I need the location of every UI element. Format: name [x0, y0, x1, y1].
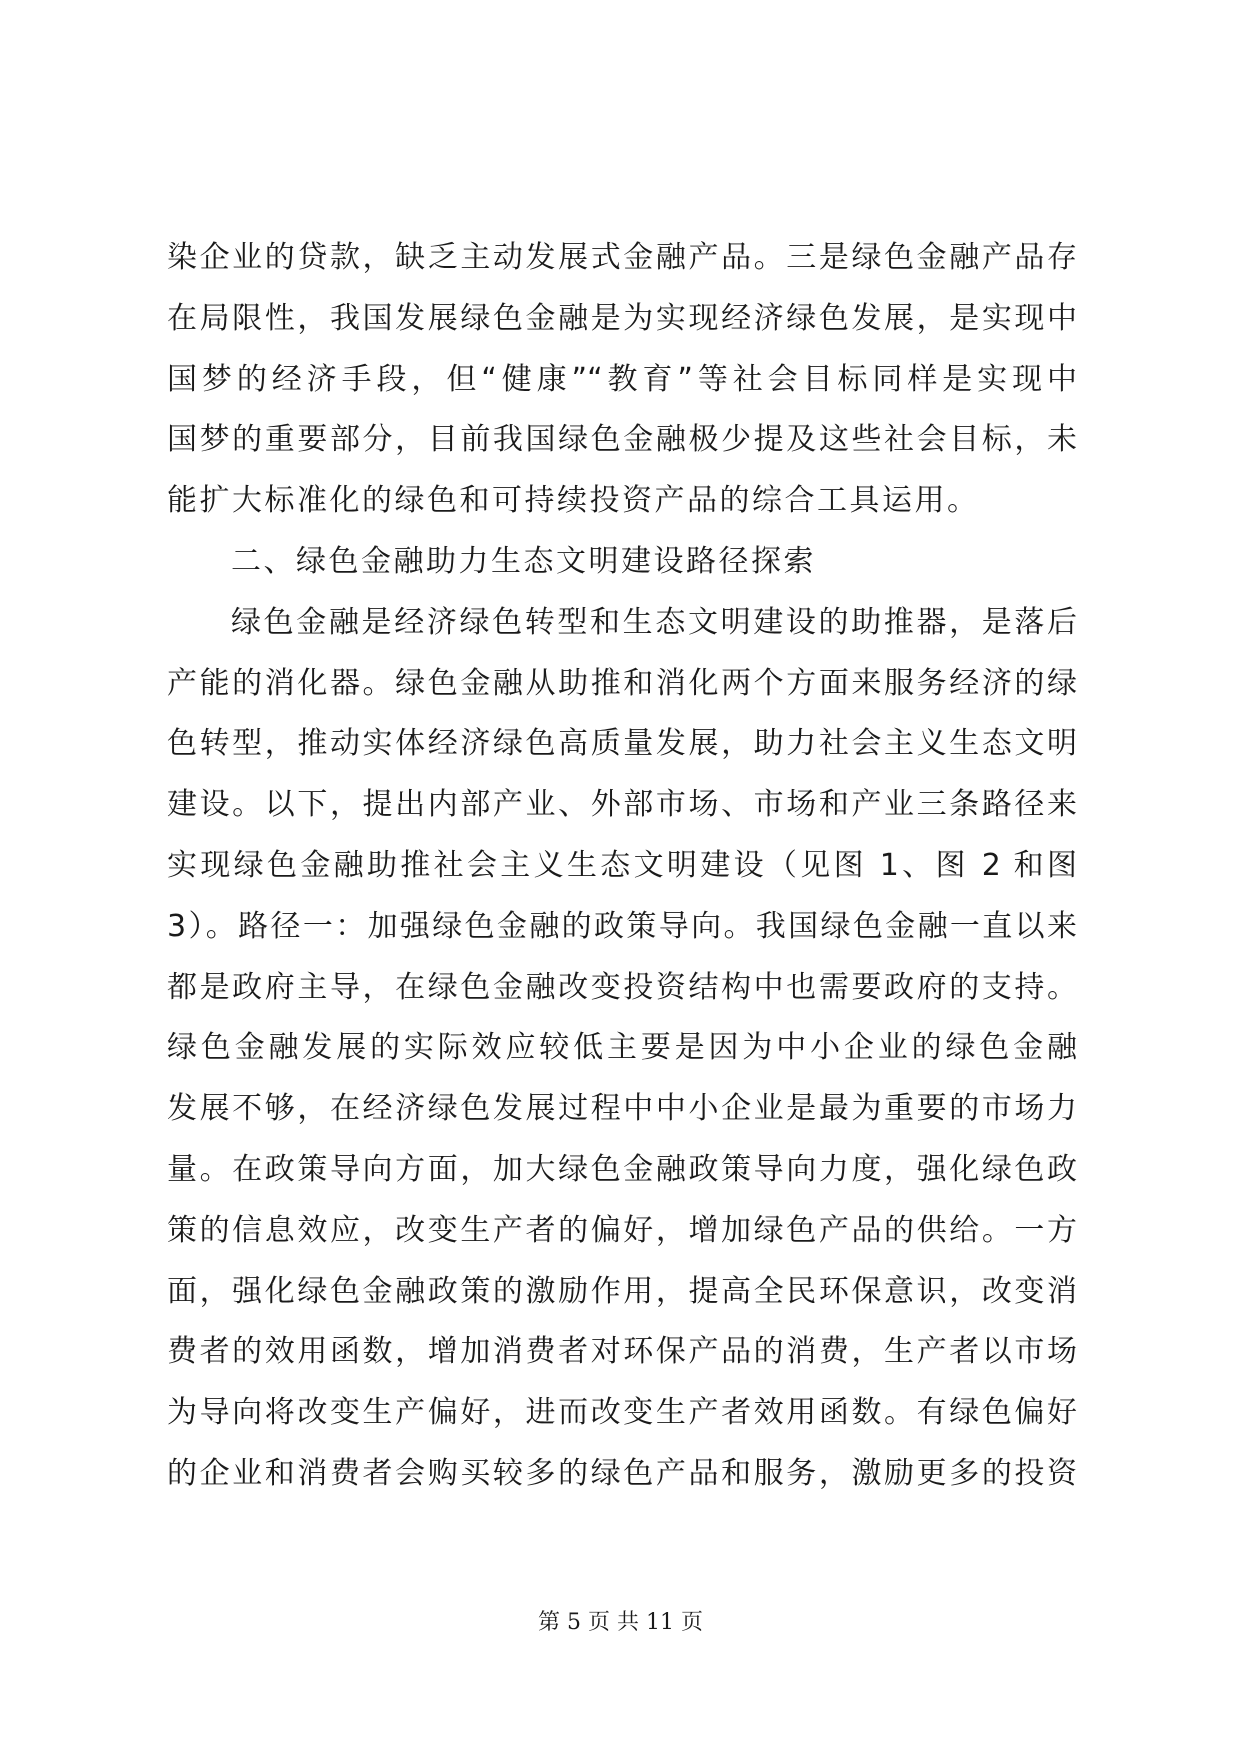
text-line: 绿色金融发展的实际效应较低主要是因为中小企业的绿色金融 [167, 1030, 1077, 1066]
text-line: 建设。以下，提出内部产业、外部市场、市场和产业三条路径来 [167, 787, 1077, 823]
text-line: 为导向将改变生产偏好，进而改变生产者效用函数。有绿色偏好 [167, 1395, 1077, 1431]
text-line: 国梦的经济手段，但“健康”“教育”等社会目标同样是实现中 [167, 361, 1077, 397]
text-line: 能扩大标准化的绿色和可持续投资产品的综合工具运用。 [167, 483, 980, 519]
text-line: 量。在政策导向方面，加大绿色金融政策导向力度，强化绿色政 [167, 1151, 1077, 1187]
text-line: 染企业的贷款，缺乏主动发展式金融产品。三是绿色金融产品存 [167, 240, 1077, 275]
text-line: 色转型，推动实体经济绿色高质量发展，助力社会主义生态文明 [167, 726, 1077, 762]
body-text [167, 228, 1077, 1505]
text-line: 产能的消化器。绿色金融从助推和消化两个方面来服务经济的绿 [167, 665, 1077, 701]
page-number-footer: 第 5 页 共 11 页 [538, 1610, 703, 1635]
text-line: 国梦的重要部分，目前我国绿色金融极少提及这些社会目标，未 [167, 422, 1077, 458]
text-line: 都是政府主导，在绿色金融改变投资结构中也需要政府的支持。 [167, 969, 1077, 1005]
text-line: 费者的效用函数，增加消费者对环保产品的消费，生产者以市场 [167, 1334, 1077, 1370]
text-line: 策的信息效应，改变生产者的偏好，增加绿色产品的供给。一方 [167, 1212, 1077, 1248]
text-line: 在局限性，我国发展绿色金融是为实现经济绿色发展，是实现中 [167, 300, 1077, 336]
text-line: 的企业和消费者会购买较多的绿色产品和服务，激励更多的投资 [167, 1455, 1077, 1491]
text-line: 3）。路径一：加强绿色金融的政策导向。我国绿色金融一直以来 [167, 908, 1077, 944]
text-line: 实现绿色金融助推社会主义生态文明建设（见图 1、图 2 和图 [167, 847, 1077, 883]
section-heading: 二、绿色金融助力生态文明建设路径探索 [231, 543, 816, 579]
text-line: 发展不够，在经济绿色发展过程中中小企业是最为重要的市场力 [167, 1091, 1077, 1127]
text-line: 绿色金融是经济绿色转型和生态文明建设的助推器，是落后 [231, 604, 1077, 640]
text-line: 面，强化绿色金融政策的激励作用，提高全民环保意识，改变消 [167, 1273, 1077, 1309]
